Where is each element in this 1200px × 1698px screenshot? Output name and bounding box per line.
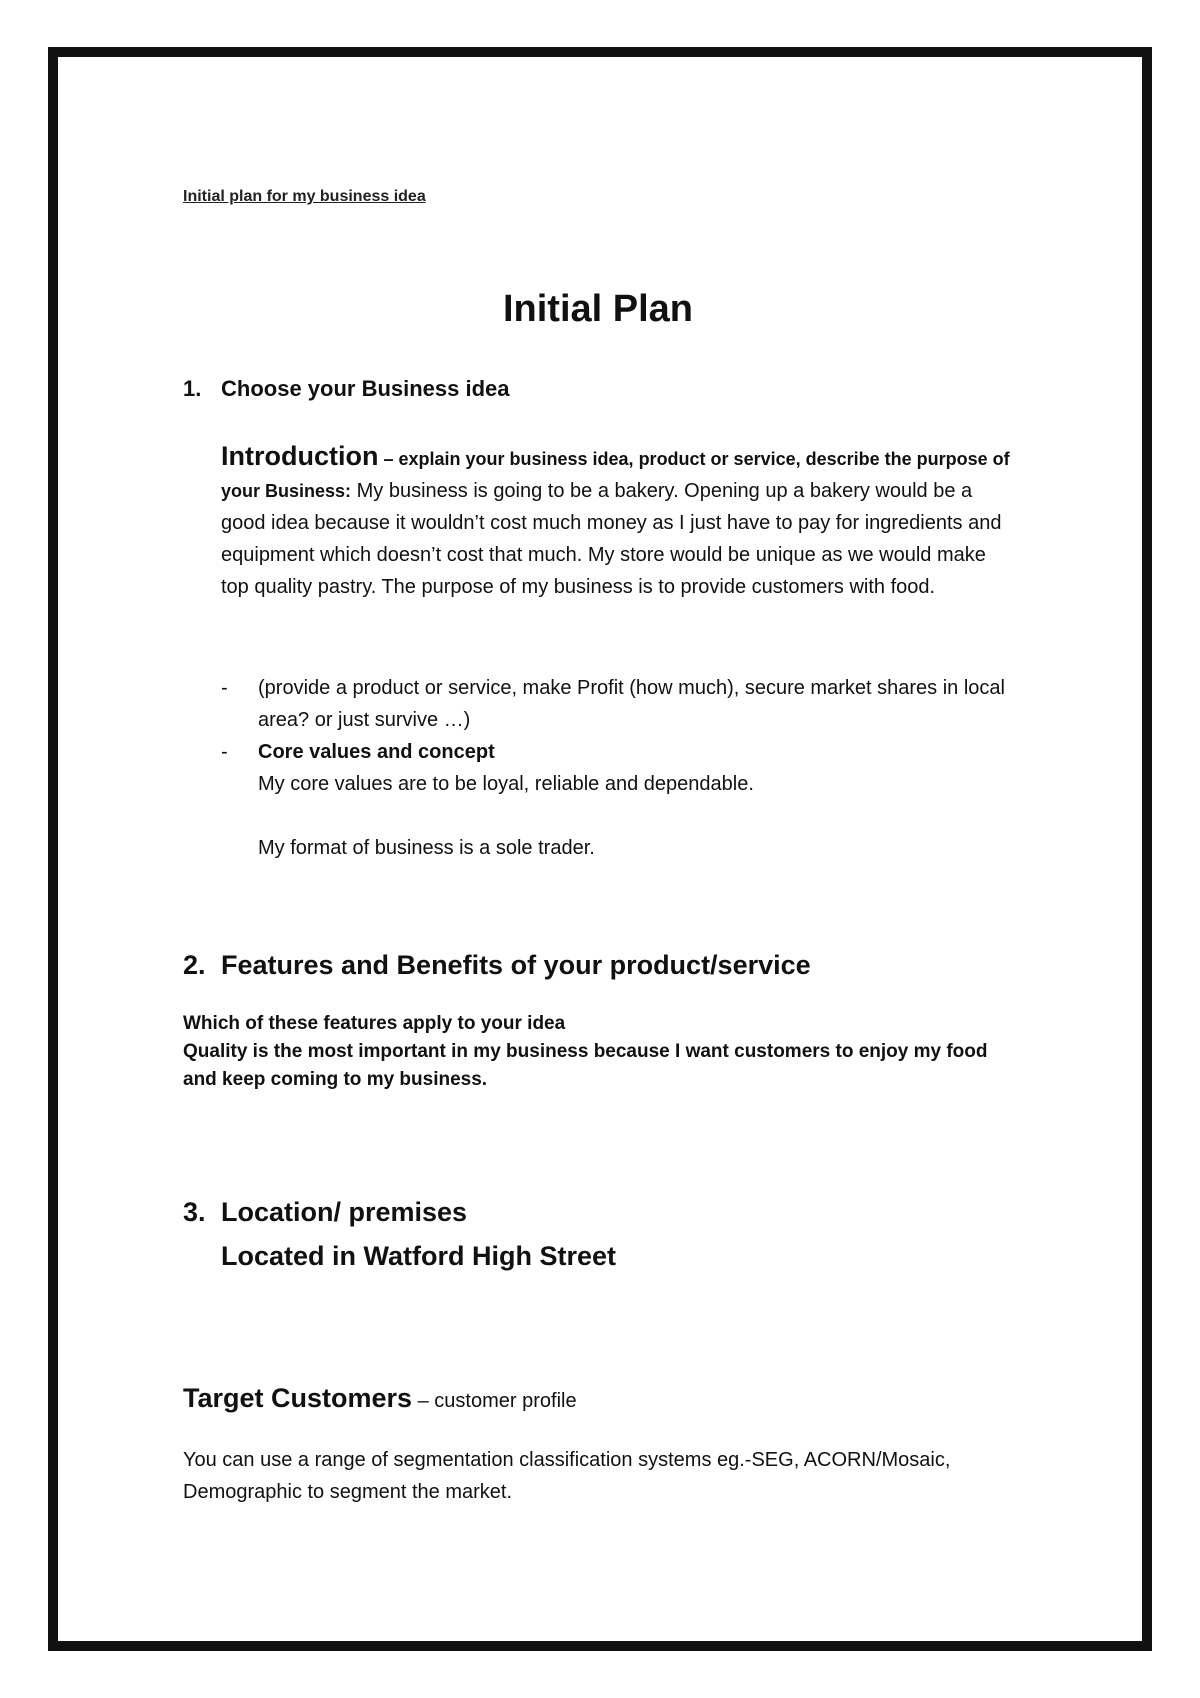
section-3-heading <box>183 1190 1013 1278</box>
core-values-text: My core values are to be loyal, reliable and dependable. <box>258 773 754 795</box>
bullet-1 <box>221 672 1011 736</box>
spacer <box>258 800 754 832</box>
section-1-number: 1. <box>183 376 202 401</box>
section-2-title: Features and Benefits of your product/service <box>221 950 811 980</box>
segmentation-text: You can use a range of segmentation classification systems eg.-SEG, ACORN/Mosaic, Demographic to segment the market. <box>183 1449 951 1503</box>
document-content <box>183 188 1063 1503</box>
bullet-2 <box>221 736 1011 864</box>
features-question: Which of these features apply to your idea <box>183 1013 566 1034</box>
section-3-body <box>221 1190 616 1278</box>
bullet-2-body <box>258 736 754 864</box>
features-answer: Quality is the most important in my business because I want customers to enjoy my food and keep coming to my business. <box>183 1041 988 1090</box>
target-customers-subtitle: – customer profile <box>412 1390 577 1412</box>
section-2 <box>183 950 1013 981</box>
bullet-dash: - <box>221 741 228 763</box>
location-text: Located in Watford High Street <box>221 1241 617 1271</box>
introduction-answer: My business is going to be a bakery. Opening up a bakery would be a good idea because it wouldn’t cost much money as I just have to pay for ingredients and equipment which doesn’t cost that much. My store would be unique as we would make top quality pastry. The purpose of my business is to provide customers with food. <box>221 480 1002 598</box>
target-customers-title: Target Customers <box>183 1383 413 1413</box>
page-title: Initial Plan <box>502 288 694 330</box>
section-3-number: 3. <box>183 1197 206 1227</box>
section-3-title: Location/ premises <box>221 1197 468 1227</box>
target-customers-heading <box>183 1380 1013 1419</box>
header-note: Initial plan for my business idea <box>183 188 426 205</box>
introduction-paragraph <box>221 440 1011 603</box>
section-1 <box>183 376 1013 402</box>
bullet-1-text: (provide a product or service, make Profit (how much), secure market shares in local area? or just survive …) <box>258 677 1005 731</box>
segmentation-block <box>183 1444 983 1508</box>
business-format-text: My format of business is a sole trader. <box>258 837 595 859</box>
section-1-heading <box>183 376 1013 402</box>
introduction-label: Introduction <box>221 441 379 471</box>
features-block <box>183 1010 1023 1094</box>
section-3 <box>183 1190 1013 1278</box>
section-1-title: Choose your Business idea <box>221 376 510 401</box>
section-2-heading <box>183 950 1013 981</box>
list-item <box>221 672 1011 736</box>
bullet-dash: - <box>221 677 228 699</box>
introduction-block <box>221 440 1011 603</box>
core-values-heading: Core values and concept <box>258 741 495 763</box>
list-item <box>221 736 1011 864</box>
section-2-number: 2. <box>183 950 206 980</box>
target-customers-heading-block <box>183 1380 1013 1419</box>
introduction-prompt: – explain your business idea, product or service, describe the purpose of your Business: <box>221 449 1010 501</box>
